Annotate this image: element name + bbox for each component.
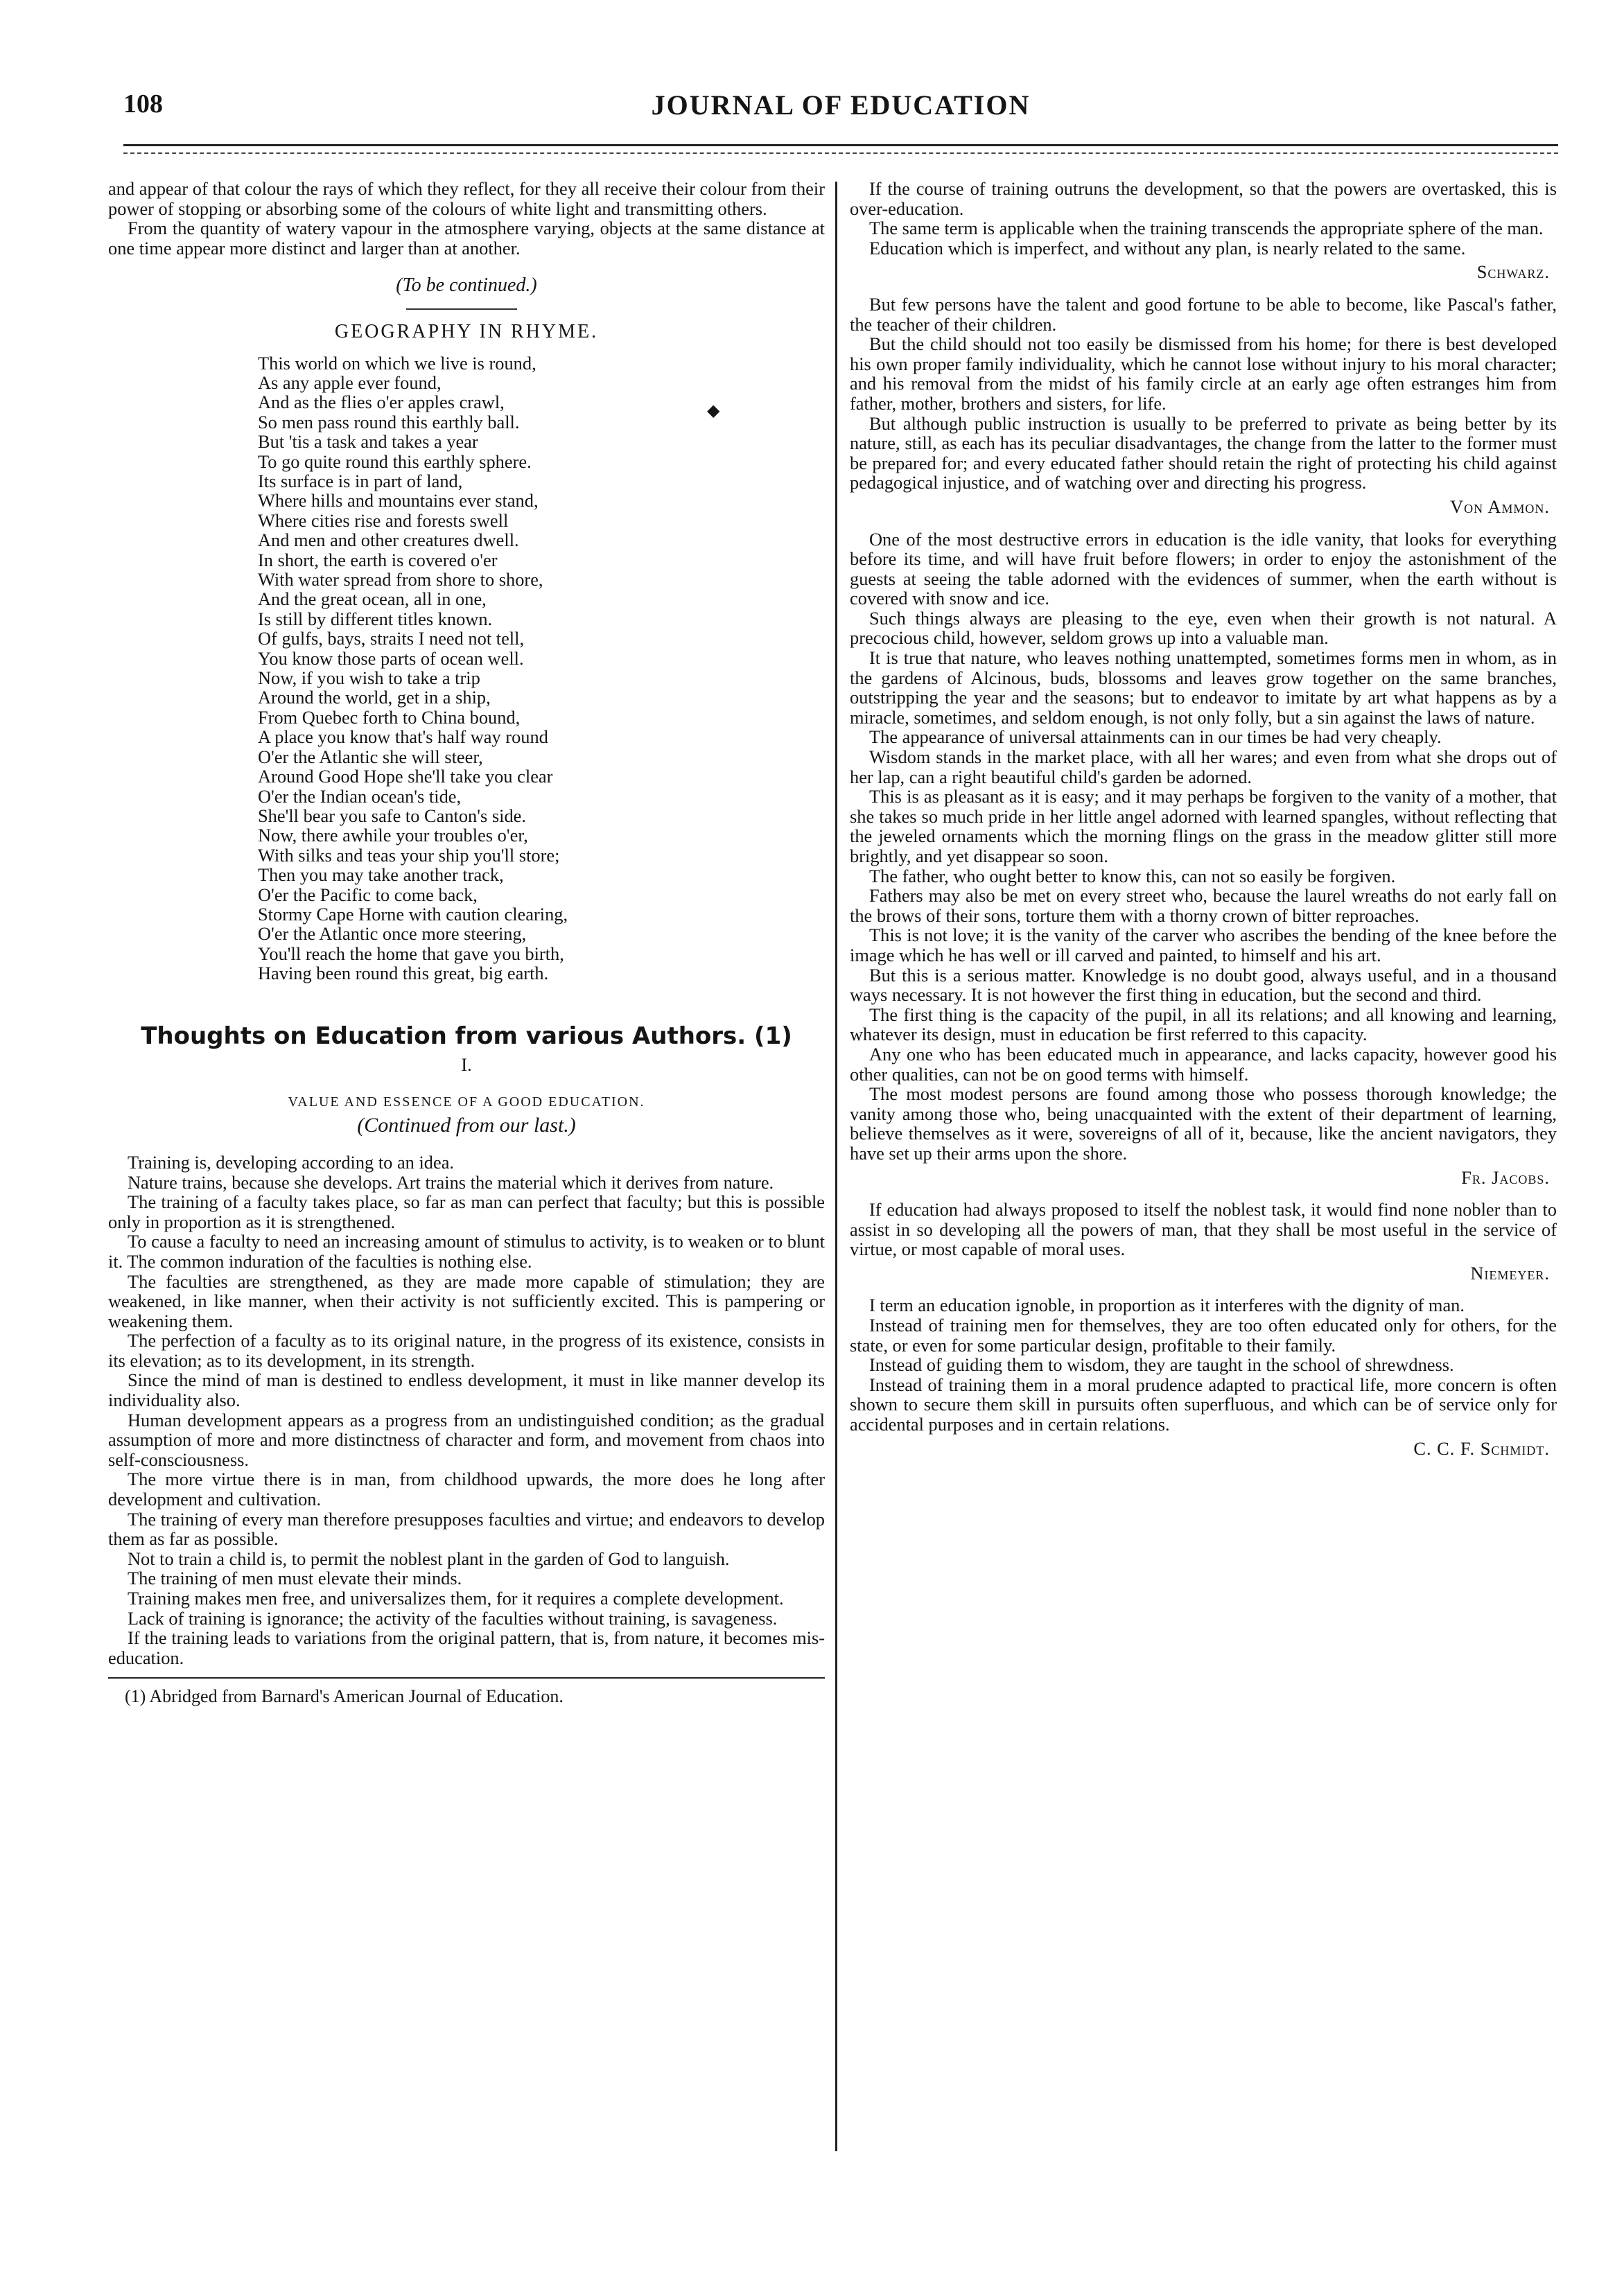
poem-line: To go quite round this earthly sphere. [258,450,532,472]
paragraph: Training makes men free, and universalizes them, for it requires a complete development. [128,1588,784,1609]
poem-line: But 'tis a task and takes a year [258,431,478,453]
paragraph: Human development appears as a progress from an undistinguished condition; as the gradual assumption of more and more distinctness of character and form, and movement from chaos into self-consciousness. [108,1409,825,1470]
poem-line: Around the world, get in a ship, [258,687,491,708]
poem-line: From Quebec forth to China bound, [258,706,521,728]
paragraph: Not to train a child is, to permit the noblest plant in the garden of God to languish. [128,1548,730,1569]
paragraph: If the course of training outruns the development, so that the powers are overtasked, this is over-education. [850,178,1557,219]
right-column [850,179,1557,1471]
poem-line: And the great ocean, all in one, [258,588,487,610]
poem-line: With silks and teas your ship you'll store; [258,844,560,866]
paragraph: I term an education ignoble, in proportion as it interferes with the dignity of man. [869,1295,1465,1316]
poem-title: GEOGRAPHY IN RHYME. [334,320,599,342]
paragraph: It is true that nature, who leaves nothing unattempted, sometimes forms men in whom, as in the gardens of Alcinous, buds, blossoms and leaves grow together on the same branches, outstripping the year and the seasons; but to endeavor to imitate by art what happens as by a miracle, sometimes, and seldom enough, is not only folly, but a sin against the laws of nature. [850,647,1557,728]
poem-line: So men pass round this earthly ball. [258,411,520,432]
poem-line: O'er the Pacific to come back, [258,884,478,905]
quote-block [850,179,1557,282]
paragraph: Any one who has been educated much in appearance, and lacks capacity, however good his other qualities, can not be on good terms with himself. [850,1043,1557,1085]
page-header [123,89,1558,123]
footnote-rule [108,1677,825,1679]
paragraph: The training of a faculty takes place, so far as man can perfect that faculty; but this is possible only in proportion as it is strengthened. [108,1191,825,1232]
section-rule [406,308,517,310]
poem-line: O'er the Atlantic she will steer, [258,746,483,767]
article-title: Thoughts on Education from various Authors. (1) [141,1022,792,1050]
poem-line: Now, there awhile your troubles o'er, [258,825,528,846]
poem-line: You'll reach the home that gave you birth, [258,943,564,964]
paragraph: Instead of guiding them to wisdom, they are taught in the school of shrewdness. [869,1354,1454,1376]
paragraph: Training is, developing according to an idea. [128,1151,455,1173]
column-divider [835,182,837,2151]
paragraph: But few persons have the talent and good fortune to be able to become, like Pascal's father, the teacher of their children. [850,293,1557,335]
intro-text [108,179,825,258]
header-rule-dashed [123,152,1558,154]
poem-line: Of gulfs, bays, straits I need not tell, [258,628,525,649]
paragraph: Since the mind of man is destined to endless development, it must in like manner develop its individuality also. [108,1369,825,1411]
paragraph: From the quantity of watery vapour in the atmosphere varying, objects at the same distance at one time appear more distinct and larger than at another. [108,218,825,259]
paragraph: But this is a serious matter. Knowledge is no doubt good, always useful, and in a thousand ways necessary. It is not however the first thing in education, but the second and third. [850,964,1557,1006]
poem-line: Is still by different titles known. [258,608,493,629]
poem-line: Where hills and mountains ever stand, [258,490,539,511]
paragraph: Wisdom stands in the market place, with all her wares; and even from what she drops out of her lap, can a right beautiful child's garden be adorned. [850,746,1557,787]
poem-line: O'er the Atlantic once more steering, [258,923,527,945]
author-signature: C. C. F. Schmidt. [1413,1437,1550,1459]
left-column [108,179,825,1707]
to-be-continued: (To be continued.) [396,274,537,297]
paragraph: This is as pleasant as it is easy; and it may perhaps be forgiven to the vanity of a mother, that she takes so much pride in her little angel adorned with learned spangles, without reflecting that the jeweled ornaments which the morning flings on the grass in the meadow glitter still more brightly, and yet disappear so soon. [850,786,1557,866]
article-body-left [108,1153,825,1667]
paragraph: Lack of training is ignorance; the activity of the faculties without training, is savageness. [128,1607,778,1629]
paragraph: The father, who ought better to know this, can not so easily be forgiven. [869,865,1396,886]
paragraph: The faculties are strengthened, as they are made more capable of stimulation; they are weakened, in like manner, when their activity is not sufficiently excited. This is pampering or weakening them. [108,1270,825,1331]
poem-line: Then you may take another track, [258,864,504,886]
paragraph: The training of men must elevate their minds. [128,1568,462,1589]
author-signature: Schwarz. [1476,261,1550,283]
poem-line: Where cities rise and forests swell [258,509,509,531]
journal-title: JOURNAL OF EDUCATION [651,89,1031,121]
poem-line: Stormy Cape Horne with caution clearing, [258,903,568,925]
paragraph: Such things always are pleasing to the eye, even when their growth is not natural. A precocious child, however, seldom grows up into a valuable man. [850,607,1557,649]
poem-line: You know those parts of ocean well. [258,647,524,669]
continued-note: (Continued from our last.) [357,1114,576,1137]
paragraph: But although public instruction is usually to be preferred to private as being better by its nature, still, as each has its peculiar disadvantages, the change from the latter to the former must be prepared for; and every educated father should retain the right of protecting his child against pedagogical injustice, and of watching over and directing his progress. [850,412,1557,493]
paragraph: The appearance of universal attainments can in our times be had very cheaply. [869,726,1442,748]
paragraph: But the child should not too easily be dismissed from his home; for there is best developed his own proper family individuality, which he cannot lose without injury to his moral character; and his removal from the midst of his family circle at an early age often estranges him from father, mother, brothers and sisters, for life. [850,333,1557,414]
author-signature: Fr. Jacobs. [1461,1166,1550,1188]
poem-line: Now, if you wish to take a trip [258,667,480,689]
paragraph: The perfection of a faculty as to its original nature, in the progress of its existence, consists in its elevation; as to its development, in its strength. [108,1330,825,1371]
author-signature: Von Ammon. [1450,496,1550,517]
paragraph: Instead of training men for themselves, they are too often educated only for others, for the state, or even for some particular design, profitable to their family. [850,1315,1557,1356]
quote-block [850,1295,1557,1458]
poem-line: And as the flies o'er apples crawl, [258,392,505,413]
paragraph: If the training leads to variations from the original pattern, that is, from nature, it becomes mis-education. [108,1627,825,1668]
poem-line: O'er the Indian ocean's tide, [258,785,462,807]
poem [258,353,825,983]
poem-line: With water spread from shore to shore, [258,569,543,590]
paragraph: The first thing is the capacity of the pupil, in all its relations; and all knowing and learning, whatever its design, must in education be first referred to this capacity. [850,1004,1557,1045]
page-number: 108 [123,89,163,119]
poem-line: Having been round this great, big earth. [258,963,549,984]
poem-line: She'll bear you safe to Canton's side. [258,805,526,826]
paragraph: The training of every man therefore presupposes faculties and virtue; and endeavors to develop them as far as possible. [108,1508,825,1550]
paragraph: Nature trains, because she develops. Art trains the material which it derives from nature. [128,1171,774,1193]
footnote: (1) Abridged from Barnard's American Journal of Education. [125,1686,564,1707]
paragraph: Fathers may also be met on every street who, because the laurel wreaths do not early fall on the brows of their sons, torture them with a thorny crown of bitter reproaches. [850,885,1557,926]
ornament-mark: ◆ [707,402,720,420]
paragraph: Education which is imperfect, and without any plan, is nearly related to the same. [869,237,1466,259]
paragraph: Instead of training them in a moral prudence adapted to practical life, more concern is often shown to secure them skill in pursuits often superfluous, and which can be of service only for accidental purposes and in certain relations. [850,1374,1557,1435]
section-number: I. [461,1055,472,1076]
poem-line: This world on which we live is round, [258,352,536,374]
poem-line: In short, the earth is covered o'er [258,549,498,570]
article-body-right [850,179,1557,1458]
section-heading: VALUE AND ESSENCE OF A GOOD EDUCATION. [288,1094,645,1110]
quote-block [850,295,1557,517]
poem-line: Its surface is in part of land, [258,471,463,491]
poem-line: As any apple ever found, [258,371,442,393]
paragraph: The most modest persons are found among those who possess thorough knowledge; the vanity among those who, being unacquainted with the extent of their department of learning, believe themselves as it were, sovereigns of all of it, because, like the ancient navigators, they have set up their arms upon the shore. [850,1083,1557,1164]
poem-line: Around Good Hope she'll take you clear [258,766,553,787]
paragraph: and appear of that colour the rays of which they reflect, for they all receive their colour from their power of stopping or absorbing some of the colours of white light and transmitting others. [108,178,825,219]
quote-block [850,529,1557,1188]
author-signature: Niemeyer. [1470,1262,1550,1284]
header-rule [123,144,1558,146]
quote-block [850,1200,1557,1283]
poem-line: And men and other creatures dwell. [258,529,519,551]
paragraph: To cause a faculty to need an increasing amount of stimulus to activity, is to weaken or to blunt it. The common induration of the faculties is nothing else. [108,1231,825,1272]
paragraph: One of the most destructive errors in education is the idle vanity, that looks for everything before its time, and will have fruit before flowers; in order to enjoy the astonishment of the guests at seeing the table adorned with the evidences of summer, when the earth without is covered with snow and ice. [850,528,1557,609]
poem-line: A place you know that's half way round [258,726,548,748]
paragraph: The same term is applicable when the training transcends the appropriate sphere of the man. [869,218,1544,239]
paragraph: The more virtue there is in man, from childhood upwards, the more does he long after development and cultivation. [108,1469,825,1510]
paragraph: This is not love; it is the vanity of the carver who ascribes the bending of the knee before the image which he has well or ill carved and painted, to himself and his art. [850,925,1557,965]
paragraph: If education had always proposed to itself the noblest task, it would find none nobler than to assist in so developing all the powers of man, that they shall be most useful in the service of virtue, or most capable of moral uses. [850,1199,1557,1260]
